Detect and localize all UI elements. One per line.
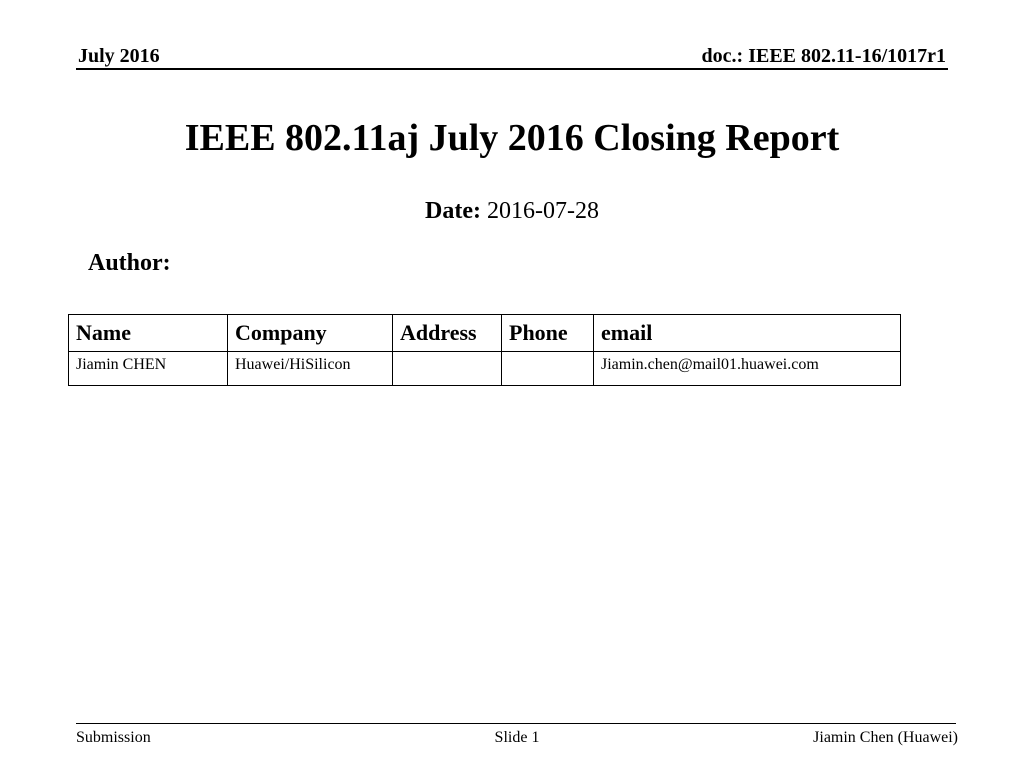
cell-address [393,352,502,386]
column-header-email: email [594,315,901,352]
date-label: Date: [425,198,481,224]
column-header-address: Address [393,315,502,352]
cell-name: Jiamin CHEN [69,352,228,386]
footer-author: Jiamin Chen (Huawei) [813,729,958,746]
footer-submission: Submission [76,729,151,746]
date-line [0,196,1024,226]
footer-slide-number: Slide 1 [494,729,540,746]
header-date: July 2016 [78,45,160,67]
column-header-company: Company [228,315,393,352]
date-value: 2016-07-28 [486,198,599,224]
column-header-name: Name [69,315,228,352]
cell-email: Jiamin.chen@mail01.huawei.com [594,352,901,386]
cell-company: Huawei/HiSilicon [228,352,393,386]
author-table [68,314,901,386]
footer-divider [76,723,956,724]
header-divider [76,68,948,70]
header-doc-id: doc.: IEEE 802.11-16/1017r1 [701,45,946,67]
slide-title: IEEE 802.11aj July 2016 Closing Report [184,117,840,159]
author-label: Author: [88,250,171,276]
table-header-row [69,315,901,352]
cell-phone [502,352,594,386]
column-header-phone: Phone [502,315,594,352]
table-row [69,352,901,386]
